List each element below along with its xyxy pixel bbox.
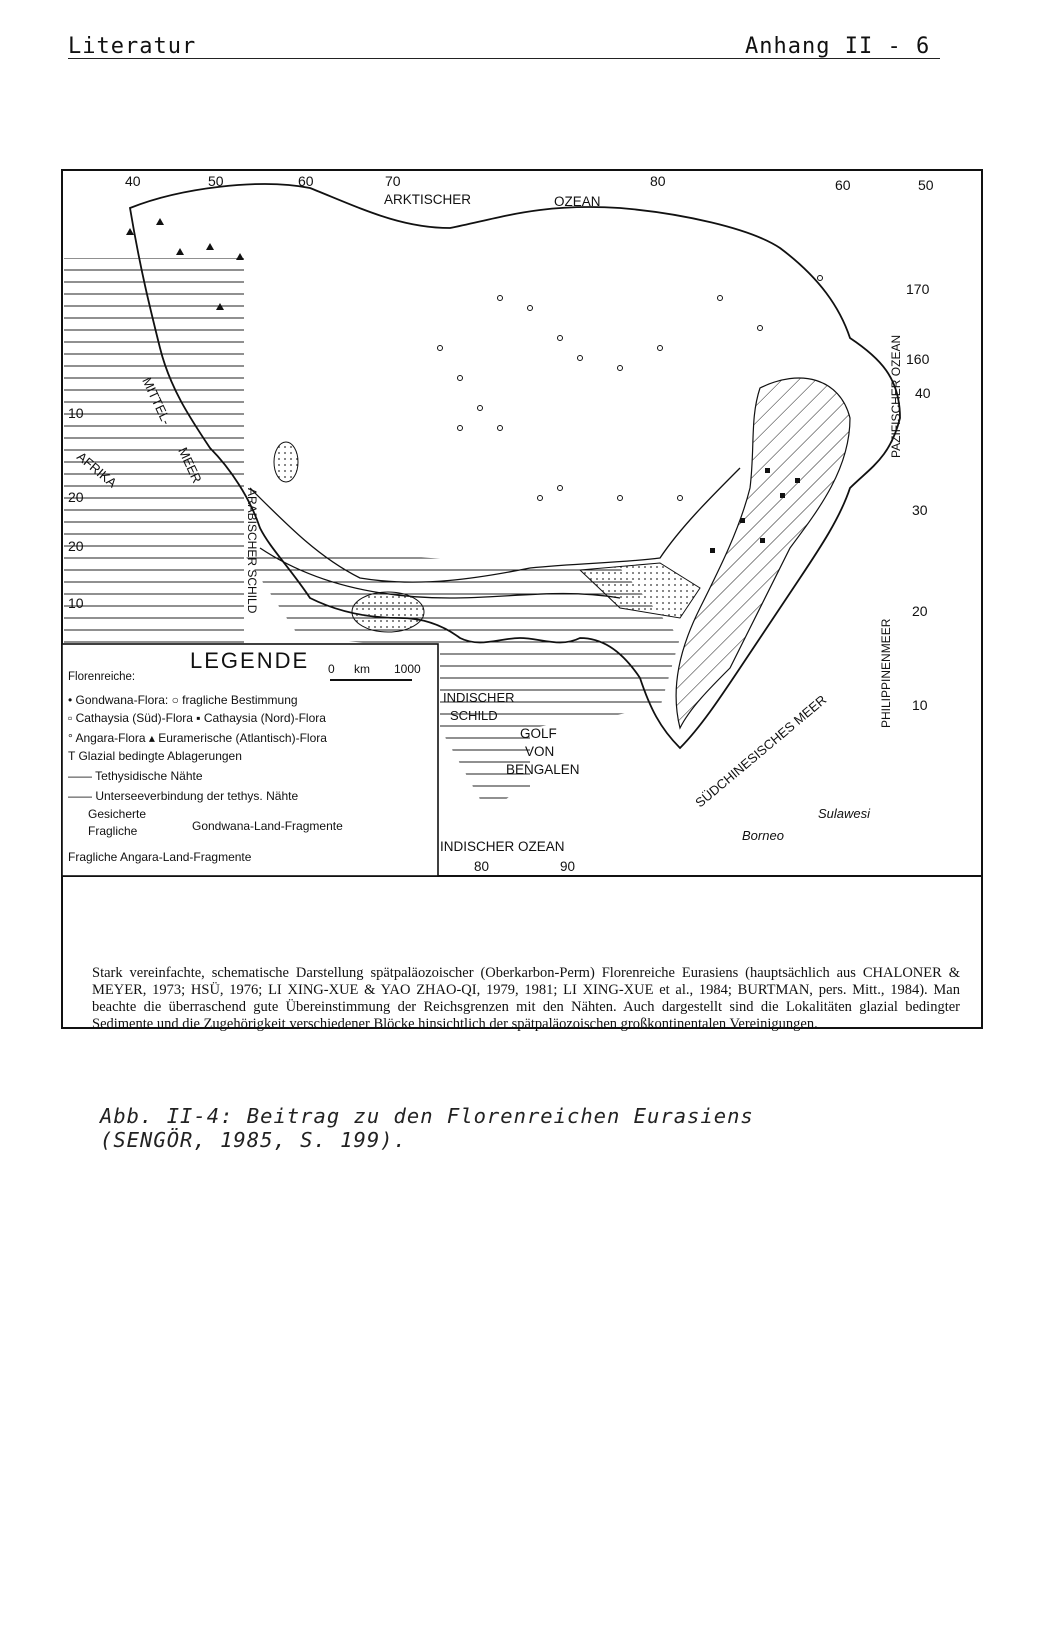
label-arabischer-schild: ARABISCHER SCHILD [245,488,259,614]
ltick-20b: 20 [68,538,84,554]
eurasia-florenreiche-map [60,168,986,1074]
stipple-persia [274,442,298,482]
ltick-10b: 10 [68,595,84,611]
rtick-20: 20 [912,603,928,619]
label-ozean: OZEAN [554,194,601,209]
label-io-80: 80 [474,859,490,874]
tick-80: 80 [650,173,666,189]
label-meer: MEER [175,444,205,486]
figure-caption-line-2: (SENGÖR, 1985, S. 199). [100,1128,407,1152]
label-golf: GOLF [520,726,557,741]
running-header-right: Anhang II - 6 [745,34,931,59]
legend-scale-zero: 0 [328,662,335,676]
rtick-40: 40 [915,385,931,401]
label-schild: SCHILD [450,708,498,723]
legend-item-4: T Glazial bedingte Ablagerungen [68,749,242,763]
legend-item-fragliche: Fragliche [88,824,138,838]
figure-caption-text: Stark vereinfachte, schematische Darstellung spätpaläozoischer (Oberkarbon-Perm) Florenreiche Eurasiens (hauptsächlich aus CHALONER & MEYER, 1973; HSÜ, 1976; LI XING-XUE & YAO ZHAO-QI, 1979, 1981; LI XING-XUE et al., 1984; BURTMAN, pers. Mitt., 1984). Man beachte die überraschend gute Übereinstimmung der Reichsgrenzen mit den Nähten. Auch dargestellt sind die Lokalitäten glazial bedingter Sedimente und die Zugehörigkeit verschiedener Blöcke hinsichtlich der spätpaläozoischen großkontinentalen Vereinigungen. [92,965,960,1032]
legend-item-2: ▫ Cathaysia (Süd)-Flora ▪ Cathaysia (Nord)-Flora [68,711,326,725]
tick-50: 50 [208,173,224,189]
label-sulawesi: Sulawesi [818,806,871,821]
label-io-90: 90 [560,859,576,874]
rtick-160: 160 [906,351,930,367]
label-afrika: AFRIKA [74,448,120,491]
label-philippinenmeer: PHILIPPINENMEER [879,618,893,728]
label-suedchin-meer: SÜDCHINESISCHES MEER [692,692,830,811]
legend-item-3: ° Angara-Flora ▴ Euramerische (Atlantisch)-Flora [68,731,327,745]
figure-map [60,168,986,1074]
legend-item-gondwana-fragmente: Gondwana-Land-Fragmente [192,819,343,833]
legend-scale-unit: km [354,662,370,676]
tick-50-east: 50 [918,177,934,193]
rtick-10: 10 [912,697,928,713]
rtick-170: 170 [906,281,930,297]
label-mittel: MITTEL- [139,374,175,428]
legend-item-6: —— Unterseeverbindung der tethys. Nähte [68,789,299,803]
label-arktischer: ARKTISCHER [384,192,472,207]
legend-item-gesicherte: Gesicherte [88,807,147,821]
ltick-20: 20 [68,489,84,505]
cathaysia-area [676,378,850,728]
legend-title: LEGENDE [190,648,310,673]
label-pazifischer-ozean: PAZIFISCHER OZEAN [889,334,903,458]
legend-item-5: —— Tethysidische Nähte [68,769,203,783]
label-borneo: Borneo [742,828,784,843]
rtick-30: 30 [912,502,928,518]
label-indischer-ozean: INDISCHER OZEAN [440,839,565,854]
legend-florenreiche: Florenreiche: [68,671,136,683]
stipple-arabia [352,592,424,632]
figure-caption-line-1: Abb. II-4: Beitrag zu den Florenreichen Eurasiens [100,1104,754,1128]
legend-scale-max: 1000 [394,662,421,676]
tick-70: 70 [385,173,401,189]
indian-shield-hatched [440,648,530,808]
figure-caption [100,1104,960,1152]
tick-40: 40 [125,173,141,189]
legend-item-angara-fragmente: Fragliche Angara-Land-Fragmente [68,850,252,864]
tick-60: 60 [298,173,314,189]
header-rule [68,58,940,59]
running-header-left: Literatur [68,34,197,59]
africa-hatched-area [64,258,244,648]
ltick-10: 10 [68,405,84,421]
label-indischer: INDISCHER [443,690,515,705]
tick-60-east: 60 [835,177,851,193]
legend-item-1: • Gondwana-Flora: ○ fragliche Bestimmung [68,693,298,707]
label-bengalen: BENGALEN [506,762,580,777]
label-von: VON [525,744,555,759]
